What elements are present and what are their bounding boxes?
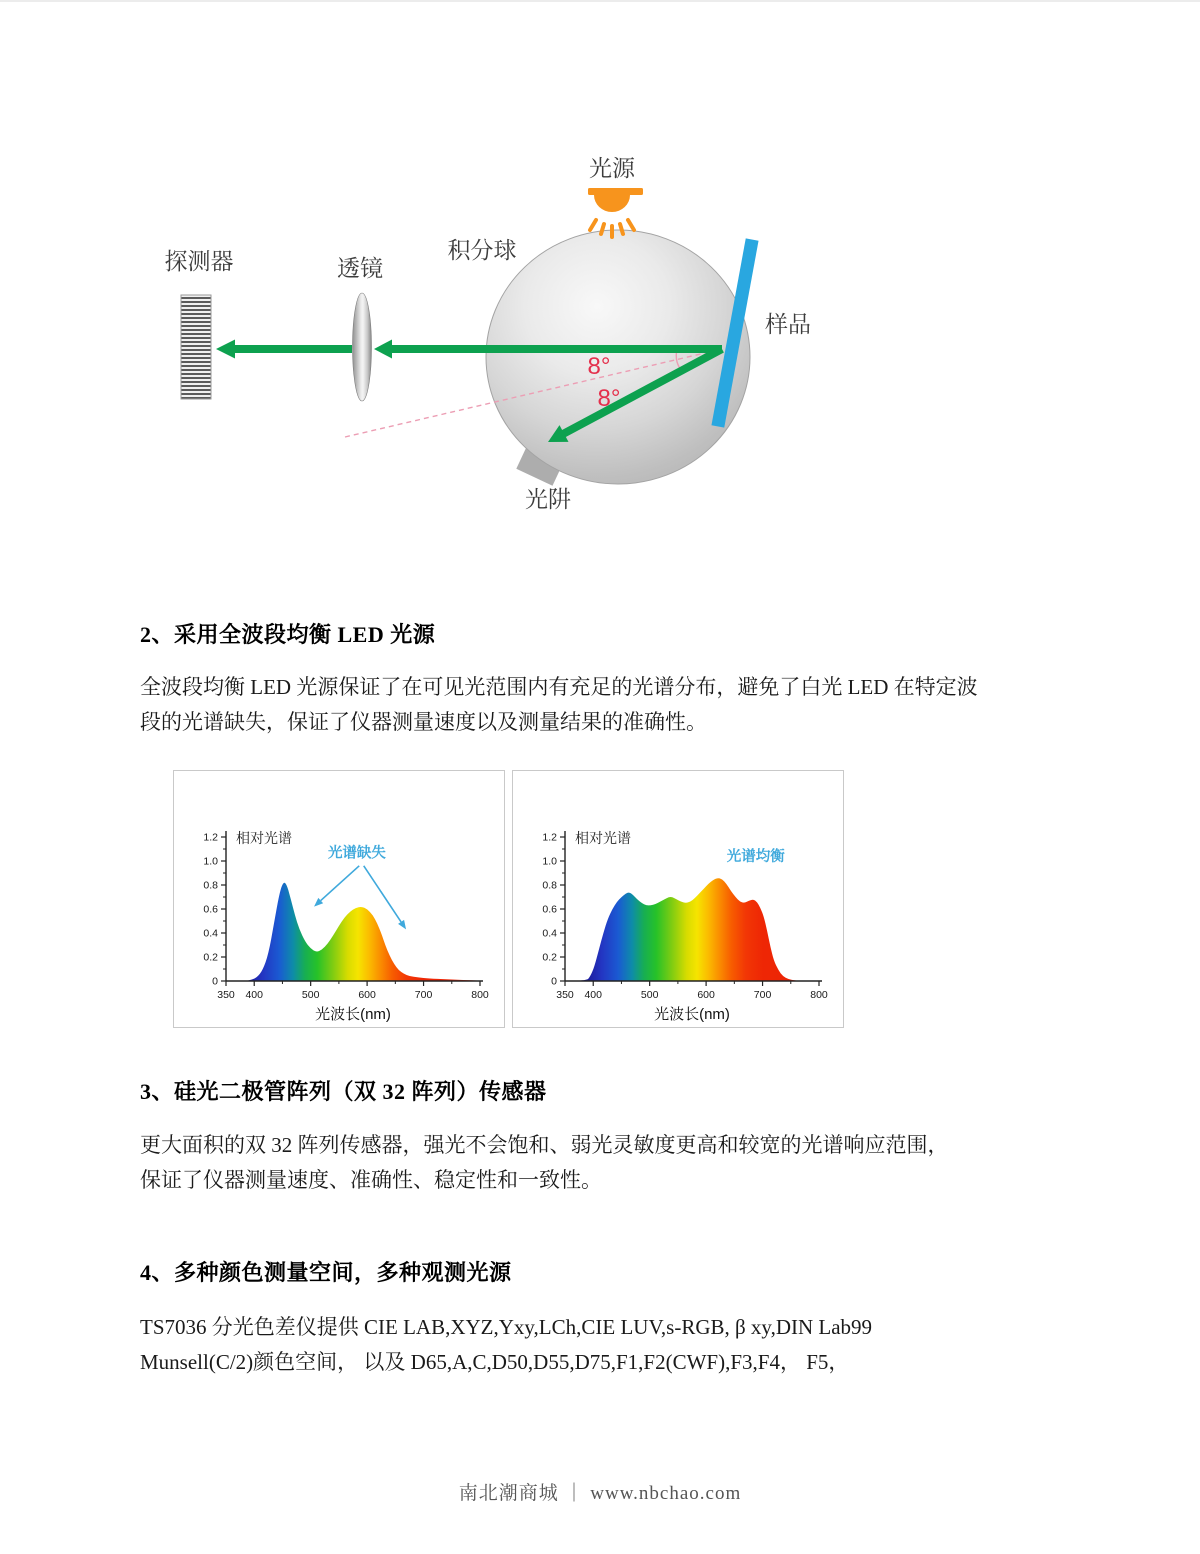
lens-shape <box>353 293 372 401</box>
light-trap-label: 光阱 <box>525 486 571 512</box>
sample-label: 样品 <box>765 311 811 337</box>
y-tick-label: 1.2 <box>542 831 557 844</box>
x-axis-label: 光波长(nm) <box>315 1006 391 1023</box>
x-tick-label: 600 <box>358 989 376 1001</box>
footer-url[interactable]: www.nbchao.com <box>590 1483 742 1504</box>
section-2-heading: 2、采用全波段均衡 LED 光源 <box>140 622 436 647</box>
paragraph-line: TS7036 分光色差仪提供 CIE LAB,XYZ,Yxy,LCh,CIE LUV,s-RGB, β xy,DIN Lab99 <box>140 1315 873 1339</box>
beam-arrowhead-detector <box>216 340 235 359</box>
detector-label: 探测器 <box>164 248 234 274</box>
beam-arrowhead-lens <box>374 340 392 359</box>
annotation-label: 光谱均衡 <box>726 849 785 865</box>
angle-label-top: 8° <box>587 353 611 380</box>
spectrum-area <box>565 878 802 981</box>
section-2-paragraph <box>140 670 978 740</box>
y-tick-label: 0 <box>212 975 218 988</box>
section-4-heading: 4、多种颜色测量空间，多种观测光源 <box>140 1260 512 1285</box>
y-tick-label: 0.8 <box>203 879 218 892</box>
annotation-arrowhead <box>398 920 406 929</box>
paragraph-line: 更大面积的双 32 阵列传感器，强光不会饱和、弱光灵敏度更高和较宽的光谱响应范围， <box>140 1133 949 1157</box>
y-tick-label: 0.2 <box>542 951 557 964</box>
section-3-paragraph <box>140 1128 949 1198</box>
spectrum-chart-balanced-led <box>513 771 843 1027</box>
footer-separator: ｜ <box>564 1483 585 1504</box>
x-tick-label: 500 <box>640 989 659 1001</box>
x-tick-label: 400 <box>245 989 263 1001</box>
y-tick-label: 0.4 <box>542 927 557 940</box>
annotation-arrow <box>321 866 359 901</box>
x-tick-label: 800 <box>810 989 828 1001</box>
chart-led-spectrum-balanced <box>512 770 844 1028</box>
page-footer <box>0 1478 1200 1505</box>
light-source-label: 光源 <box>589 155 635 181</box>
x-axis-label: 光波长(nm) <box>654 1006 730 1023</box>
annotation-label: 光谱缺失 <box>327 845 386 862</box>
x-tick-label: 700 <box>414 989 433 1001</box>
integrating-sphere-diagram <box>150 140 850 532</box>
x-tick-label: 600 <box>697 989 715 1001</box>
y-tick-label: 0.6 <box>542 903 557 916</box>
spectrum-chart-white-led <box>174 771 504 1027</box>
lens-label: 透镜 <box>337 255 383 281</box>
y-tick-label: 1.0 <box>203 855 218 868</box>
y-tick-label: 0.2 <box>203 951 218 964</box>
x-tick-label: 400 <box>584 989 602 1001</box>
x-tick-label: 350 <box>217 989 235 1001</box>
chart-led-spectrum-missing <box>173 770 505 1028</box>
paragraph-line: 保证了仪器测量速度、准确性、稳定性和一致性。 <box>140 1168 602 1192</box>
integrating-sphere-label: 积分球 <box>447 237 517 263</box>
angle-label-bottom: 8° <box>597 385 621 412</box>
section-4-paragraph <box>140 1310 872 1380</box>
footer-brand: 南北潮商城 <box>458 1483 559 1504</box>
x-tick-label: 350 <box>556 989 574 1001</box>
x-tick-label: 700 <box>753 989 772 1001</box>
y-tick-label: 1.2 <box>203 831 218 844</box>
paragraph-line: Munsell(C/2)颜色空间， 以及 D65,A,C,D50,D55,D75,F1,F2(CWF),F3,F4， F5， <box>140 1350 850 1374</box>
paragraph-line: 全波段均衡 LED 光源保证了在可见光范围内有充足的光谱分布，避免了白光 LED 在特定波 <box>140 675 978 699</box>
y-tick-label: 0 <box>551 975 557 988</box>
y-tick-label: 0.8 <box>542 879 557 892</box>
y-tick-label: 0.4 <box>203 927 218 940</box>
spectrum-area <box>226 883 480 981</box>
chart-title: 相对光谱 <box>575 830 631 846</box>
x-tick-label: 500 <box>301 989 320 1001</box>
x-tick-label: 800 <box>471 989 489 1001</box>
y-tick-label: 0.6 <box>203 903 218 916</box>
y-tick-label: 1.0 <box>542 855 557 868</box>
chart-title: 相对光谱 <box>236 830 292 846</box>
paragraph-line: 段的光谱缺失，保证了仪器测量速度以及测量结果的准确性。 <box>140 710 707 734</box>
section-3-heading: 3、硅光二极管阵列（双 32 阵列）传感器 <box>140 1079 547 1104</box>
detector-grating <box>181 295 211 399</box>
